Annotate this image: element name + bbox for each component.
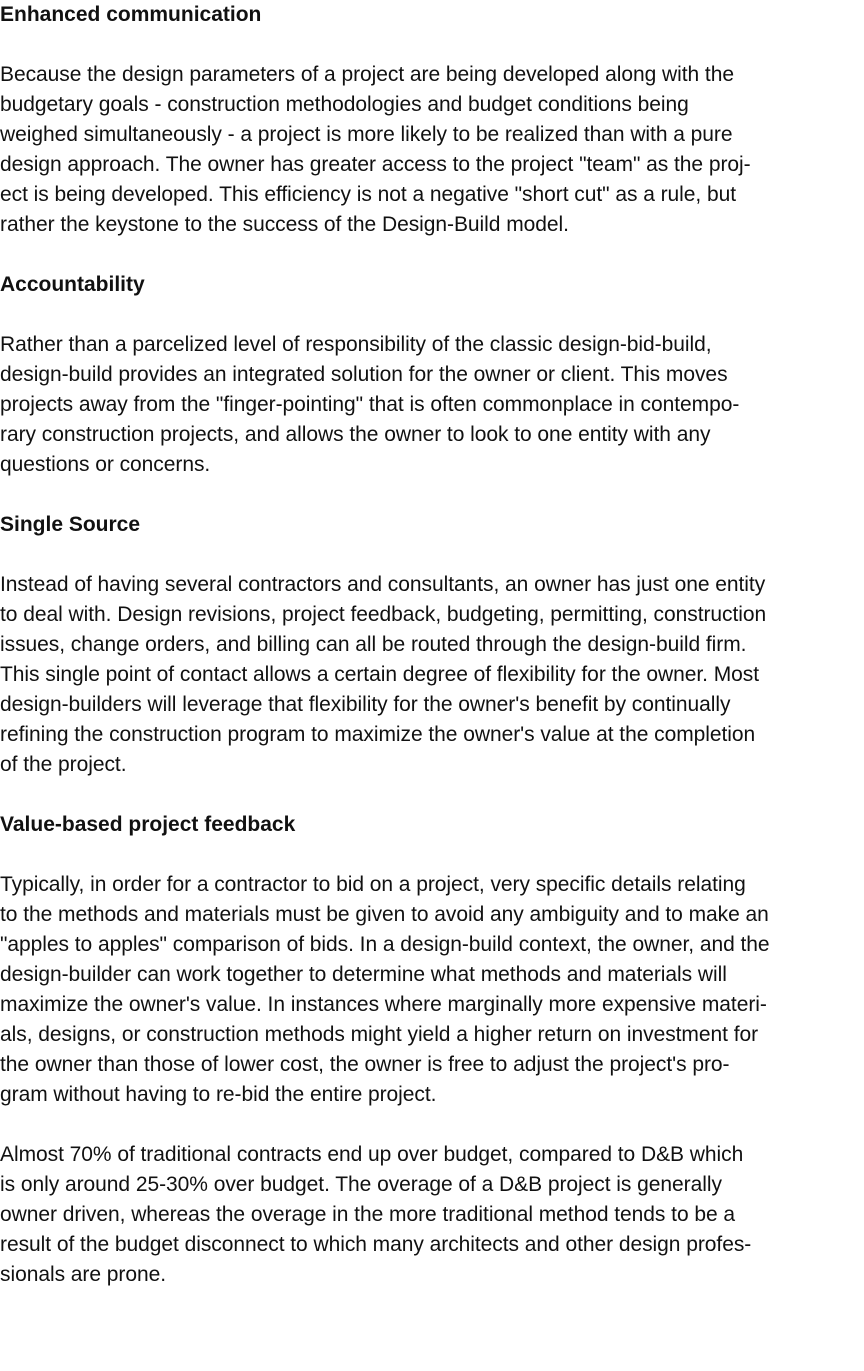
text-line: als, designs, or construction methods might yield a higher return on investment for [0,1023,759,1046]
paragraph [0,60,862,240]
text-line: ect is being developed. This efficiency is not a negative "short cut" as a rule, but [0,183,737,206]
text-line: Because the design parameters of a project are being developed along with the [0,63,734,86]
text-line: maximize the owner's value. In instances where marginally more expensive materi- [0,993,767,1016]
text-line: owner driven, whereas the overage in the more traditional method tends to be a [0,1203,736,1226]
text-line: weighed simultaneously - a project is more likely to be realized than with a pure [0,123,733,146]
text-line: design-builder can work together to determine what methods and materials will [0,963,727,986]
text-line: refining the construction program to maximize the owner's value at the completion [0,723,756,746]
text-line: Almost 70% of traditional contracts end up over budget, compared to D&B which [0,1143,744,1166]
paragraph [0,570,862,780]
text-line: design-builders will leverage that flexibility for the owner's benefit by continually [0,693,731,716]
text-line: to deal with. Design revisions, project feedback, budgeting, permitting, construction [0,603,767,626]
text-line: issues, change orders, and billing can all be routed through the design-build firm. [0,633,747,656]
text-line: is only around 25-30% over budget. The overage of a D&B project is generally [0,1173,722,1196]
section-heading: Enhanced communication [0,3,262,26]
paragraph [0,330,862,480]
text-line: design approach. The owner has greater access to the project "team" as the proj- [0,153,751,176]
text-line: rary construction projects, and allows the owner to look to one entity with any [0,423,711,446]
text-line: "apples to apples" comparison of bids. In a design-build context, the owner, and the [0,933,770,956]
text-line: gram without having to re-bid the entire project. [0,1083,437,1106]
text-line: projects away from the "finger-pointing" that is often commonplace in contempo- [0,393,740,416]
text-line: result of the budget disconnect to which many architects and other design profes- [0,1233,752,1256]
text-line: to the methods and materials must be given to avoid any ambiguity and to make an [0,903,769,926]
text-line: Rather than a parcelized level of responsibility of the classic design-bid-build, [0,333,712,356]
text-line: Typically, in order for a contractor to bid on a project, very specific details relating [0,873,746,896]
section-heading: Value-based project feedback [0,813,296,836]
text-line: Instead of having several contractors and consultants, an owner has just one entity [0,573,766,596]
text-line: of the project. [0,753,127,776]
text-line: rather the keystone to the success of the Design-Build model. [0,213,569,236]
text-line: questions or concerns. [0,453,211,476]
paragraph [0,1140,862,1290]
text-line: design-build provides an integrated solution for the owner or client. This moves [0,363,728,386]
text-line: This single point of contact allows a certain degree of flexibility for the owner. Most [0,663,760,686]
section-heading: Single Source [0,513,141,536]
text-line: the owner than those of lower cost, the owner is free to adjust the project's pro- [0,1053,730,1076]
paragraph [0,870,862,1110]
text-line: sionals are prone. [0,1263,167,1286]
section-heading: Accountability [0,273,145,296]
text-line: budgetary goals - construction methodologies and budget conditions being [0,93,689,116]
